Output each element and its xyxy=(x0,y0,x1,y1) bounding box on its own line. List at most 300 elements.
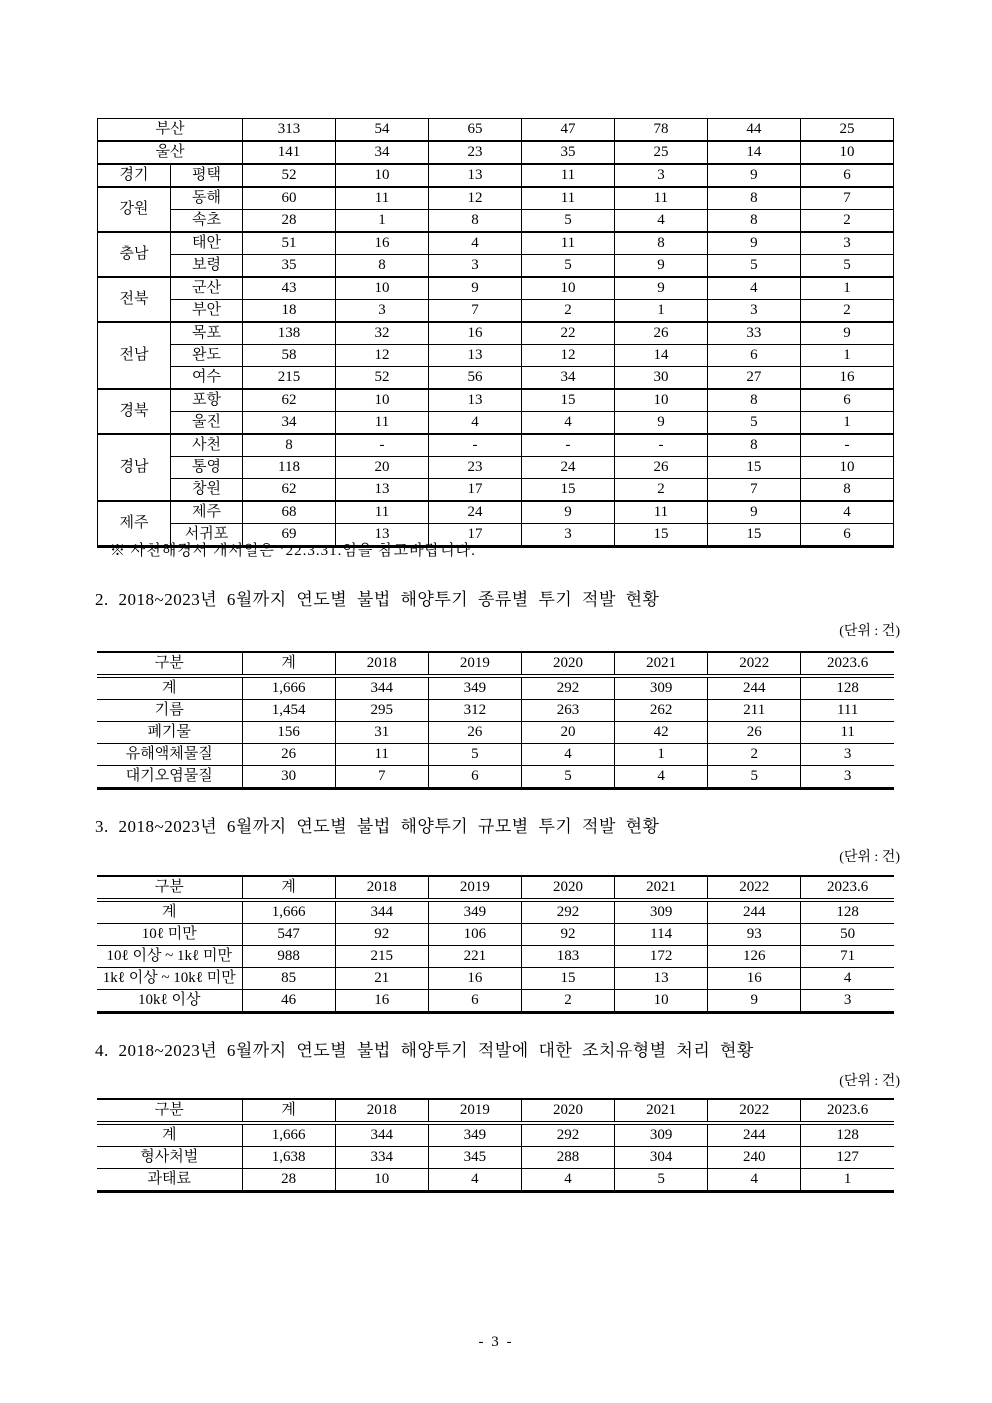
province-label: 전남 xyxy=(98,322,171,389)
value-cell: 15 xyxy=(707,524,800,547)
table-row xyxy=(98,277,894,300)
value-cell: 5 xyxy=(707,412,800,435)
value-cell: 14 xyxy=(614,345,707,367)
row-label: 폐기물 xyxy=(97,722,242,744)
value-cell: 312 xyxy=(428,700,521,722)
column-header: 구분 xyxy=(97,876,242,900)
value-cell: 6 xyxy=(428,766,521,789)
value-cell: 9 xyxy=(428,277,521,300)
value-cell: 4 xyxy=(615,766,708,789)
value-cell: 10 xyxy=(336,164,429,187)
value-cell: 47 xyxy=(521,119,614,142)
value-cell: 16 xyxy=(336,232,429,255)
value-cell: 7 xyxy=(707,479,800,502)
value-cell: 13 xyxy=(428,345,521,367)
value-cell: 221 xyxy=(428,946,521,968)
table-row xyxy=(98,300,894,323)
value-cell: 8 xyxy=(800,479,893,502)
city-label: 태안 xyxy=(171,232,243,255)
province-label: 충남 xyxy=(98,232,171,277)
value-cell: 16 xyxy=(428,322,521,345)
value-cell: 10 xyxy=(521,277,614,300)
section-4-unit-label: (단위 : 건) xyxy=(839,1074,900,1089)
value-cell: 11 xyxy=(521,187,614,210)
value-cell: 4 xyxy=(708,1169,801,1192)
value-cell: 17 xyxy=(428,524,521,547)
value-cell: 263 xyxy=(521,700,614,722)
table-row xyxy=(98,501,894,524)
value-cell: 27 xyxy=(707,367,800,390)
value-cell: 62 xyxy=(243,389,336,412)
value-cell: 313 xyxy=(243,119,336,142)
column-header: 계 xyxy=(242,652,335,676)
value-cell: 34 xyxy=(521,367,614,390)
value-cell: 3 xyxy=(801,766,894,789)
value-cell: 1 xyxy=(800,345,893,367)
value-cell: 6 xyxy=(800,389,893,412)
value-cell: 34 xyxy=(336,141,429,164)
value-cell: 35 xyxy=(521,141,614,164)
section-3-heading: 3. 2018~2023년 6월까지 연도별 불법 해양투기 규모별 투기 적발 현황 xyxy=(95,817,660,836)
value-cell: 349 xyxy=(428,1123,521,1147)
value-cell: 26 xyxy=(428,722,521,744)
value-cell: 7 xyxy=(428,300,521,323)
column-header: 2019 xyxy=(428,652,521,676)
value-cell: 24 xyxy=(521,457,614,479)
value-cell: 128 xyxy=(801,1123,894,1147)
page-number: - 3 - xyxy=(478,1334,514,1350)
value-cell: 30 xyxy=(242,766,335,789)
value-cell: 11 xyxy=(614,501,707,524)
value-cell: 126 xyxy=(708,946,801,968)
value-cell: 54 xyxy=(336,119,429,142)
value-cell: 3 xyxy=(801,744,894,766)
value-cell: 35 xyxy=(243,255,336,278)
city-label: 속초 xyxy=(171,210,243,233)
row-label: 형사처벌 xyxy=(97,1147,242,1169)
value-cell: 71 xyxy=(801,946,894,968)
value-cell: 156 xyxy=(242,722,335,744)
value-cell: 15 xyxy=(521,968,614,990)
value-cell: 9 xyxy=(707,501,800,524)
value-cell: 24 xyxy=(428,501,521,524)
table-row xyxy=(98,434,894,457)
row-label: 계 xyxy=(97,900,242,924)
value-cell: 244 xyxy=(708,676,801,700)
province-label: 강원 xyxy=(98,187,171,232)
province-label: 전북 xyxy=(98,277,171,322)
table-row xyxy=(98,232,894,255)
value-cell: 111 xyxy=(801,700,894,722)
column-header: 2019 xyxy=(428,876,521,900)
section-3-unit-label: (단위 : 건) xyxy=(839,850,900,865)
value-cell: 15 xyxy=(521,479,614,502)
value-cell: 183 xyxy=(521,946,614,968)
value-cell: 16 xyxy=(800,367,893,390)
value-cell: 8 xyxy=(707,210,800,233)
column-header: 2018 xyxy=(335,1099,428,1123)
value-cell: 26 xyxy=(242,744,335,766)
value-cell: 334 xyxy=(335,1147,428,1169)
value-cell: 1 xyxy=(800,277,893,300)
value-cell: 3 xyxy=(336,300,429,323)
value-cell: 7 xyxy=(335,766,428,789)
value-cell: 62 xyxy=(243,479,336,502)
table-row xyxy=(98,255,894,278)
value-cell: 68 xyxy=(243,501,336,524)
city-label: 포항 xyxy=(171,389,243,412)
value-cell: 56 xyxy=(428,367,521,390)
value-cell: 4 xyxy=(428,412,521,435)
value-cell: 85 xyxy=(242,968,335,990)
value-cell: 11 xyxy=(336,501,429,524)
value-cell: 5 xyxy=(615,1169,708,1192)
table-row xyxy=(97,924,894,946)
value-cell: 8 xyxy=(243,434,336,457)
table-row xyxy=(98,187,894,210)
value-cell: 3 xyxy=(614,164,707,187)
value-cell: - xyxy=(800,434,893,457)
column-header: 2020 xyxy=(521,876,614,900)
value-cell: 1,666 xyxy=(242,900,335,924)
value-cell: 4 xyxy=(428,232,521,255)
value-cell: 292 xyxy=(521,676,614,700)
value-cell: 988 xyxy=(242,946,335,968)
value-cell: 309 xyxy=(615,1123,708,1147)
city-label: 서귀포 xyxy=(171,524,243,547)
column-header: 2019 xyxy=(428,1099,521,1123)
value-cell: 78 xyxy=(614,119,707,142)
value-cell: 17 xyxy=(428,479,521,502)
value-cell: 11 xyxy=(614,187,707,210)
value-cell: 52 xyxy=(336,367,429,390)
column-header: 2021 xyxy=(615,1099,708,1123)
value-cell: 10 xyxy=(335,1169,428,1192)
city-label: 제주 xyxy=(171,501,243,524)
city-label: 여수 xyxy=(171,367,243,390)
header-row xyxy=(97,1099,894,1123)
value-cell: 6 xyxy=(428,990,521,1013)
value-cell: 211 xyxy=(708,700,801,722)
value-cell: 10 xyxy=(336,277,429,300)
value-cell: 28 xyxy=(243,210,336,233)
value-cell: 26 xyxy=(614,457,707,479)
value-cell: 114 xyxy=(615,924,708,946)
value-cell: 92 xyxy=(335,924,428,946)
value-cell: - xyxy=(614,434,707,457)
column-header: 2020 xyxy=(521,1099,614,1123)
value-cell: 3 xyxy=(801,990,894,1013)
value-cell: 106 xyxy=(428,924,521,946)
province-label: 제주 xyxy=(98,501,171,547)
table-row xyxy=(98,322,894,345)
value-cell: 11 xyxy=(336,187,429,210)
value-cell: 13 xyxy=(428,389,521,412)
value-cell: 1 xyxy=(614,300,707,323)
value-cell: 15 xyxy=(707,457,800,479)
value-cell: 547 xyxy=(242,924,335,946)
value-cell: 5 xyxy=(707,255,800,278)
value-cell: 13 xyxy=(336,479,429,502)
value-cell: 172 xyxy=(615,946,708,968)
value-cell: 3 xyxy=(428,255,521,278)
column-header: 2022 xyxy=(708,652,801,676)
value-cell: 141 xyxy=(243,141,336,164)
table-row xyxy=(97,1147,894,1169)
value-cell: 14 xyxy=(707,141,800,164)
value-cell: 8 xyxy=(707,187,800,210)
value-cell: 292 xyxy=(521,900,614,924)
value-cell: 304 xyxy=(615,1147,708,1169)
value-cell: - xyxy=(336,434,429,457)
value-cell: 42 xyxy=(615,722,708,744)
value-cell: 5 xyxy=(521,210,614,233)
value-cell: 34 xyxy=(243,412,336,435)
row-label: 과태료 xyxy=(97,1169,242,1192)
value-cell: 240 xyxy=(708,1147,801,1169)
value-cell: 8 xyxy=(336,255,429,278)
value-cell: 288 xyxy=(521,1147,614,1169)
value-cell: 58 xyxy=(243,345,336,367)
value-cell: 25 xyxy=(800,119,893,142)
column-header: 2018 xyxy=(335,652,428,676)
column-header: 2022 xyxy=(708,876,801,900)
value-cell: 93 xyxy=(708,924,801,946)
value-cell: 244 xyxy=(708,1123,801,1147)
table-row xyxy=(97,766,894,789)
row-label: 10ℓ 이상 ~ 1kℓ 미만 xyxy=(97,946,242,968)
value-cell: 4 xyxy=(801,968,894,990)
region-label: 부산 xyxy=(98,119,243,142)
row-label: 대기오염물질 xyxy=(97,766,242,789)
city-label: 창원 xyxy=(171,479,243,502)
row-label: 10kℓ 이상 xyxy=(97,990,242,1013)
value-cell: 1,666 xyxy=(242,1123,335,1147)
value-cell: 1 xyxy=(801,1169,894,1192)
value-cell: 128 xyxy=(801,900,894,924)
value-cell: 118 xyxy=(243,457,336,479)
column-header: 구분 xyxy=(97,1099,242,1123)
value-cell: - xyxy=(521,434,614,457)
column-header: 2021 xyxy=(615,876,708,900)
value-cell: 51 xyxy=(243,232,336,255)
value-cell: 26 xyxy=(614,322,707,345)
value-cell: 30 xyxy=(614,367,707,390)
value-cell: 50 xyxy=(801,924,894,946)
value-cell: 9 xyxy=(708,990,801,1013)
header-row xyxy=(97,876,894,900)
value-cell: 6 xyxy=(800,164,893,187)
row-label: 1kℓ 이상 ~ 10kℓ 미만 xyxy=(97,968,242,990)
value-cell: 4 xyxy=(800,501,893,524)
table-row xyxy=(98,345,894,367)
table-row xyxy=(97,1169,894,1192)
value-cell: 2 xyxy=(521,300,614,323)
value-cell: 10 xyxy=(615,990,708,1013)
column-header: 2023.6 xyxy=(801,652,894,676)
value-cell: 12 xyxy=(336,345,429,367)
value-cell: 65 xyxy=(428,119,521,142)
value-cell: 20 xyxy=(521,722,614,744)
value-cell: 244 xyxy=(708,900,801,924)
table-row xyxy=(98,141,894,164)
column-header: 계 xyxy=(242,1099,335,1123)
value-cell: 11 xyxy=(801,722,894,744)
table-row xyxy=(98,210,894,233)
value-cell: 25 xyxy=(614,141,707,164)
table-row xyxy=(98,412,894,435)
city-label: 보령 xyxy=(171,255,243,278)
value-cell: 15 xyxy=(614,524,707,547)
table-row xyxy=(98,457,894,479)
value-cell: 262 xyxy=(615,700,708,722)
value-cell: 21 xyxy=(335,968,428,990)
table-row xyxy=(97,744,894,766)
value-cell: 13 xyxy=(428,164,521,187)
offense-by-region-table xyxy=(97,118,894,548)
city-label: 부안 xyxy=(171,300,243,323)
value-cell: 60 xyxy=(243,187,336,210)
value-cell: 2 xyxy=(800,210,893,233)
value-cell: 344 xyxy=(335,900,428,924)
value-cell: 344 xyxy=(335,1123,428,1147)
table-row xyxy=(97,700,894,722)
value-cell: 3 xyxy=(800,232,893,255)
value-cell: 69 xyxy=(243,524,336,547)
value-cell: 8 xyxy=(707,389,800,412)
value-cell: 52 xyxy=(243,164,336,187)
value-cell: 12 xyxy=(428,187,521,210)
value-cell: 23 xyxy=(428,457,521,479)
offense-by-scale-table xyxy=(97,875,894,1014)
value-cell: 92 xyxy=(521,924,614,946)
city-label: 목포 xyxy=(171,322,243,345)
value-cell: 11 xyxy=(521,232,614,255)
value-cell: 8 xyxy=(707,434,800,457)
city-label: 울진 xyxy=(171,412,243,435)
table-row xyxy=(98,164,894,187)
value-cell: 9 xyxy=(614,255,707,278)
value-cell: 4 xyxy=(428,1169,521,1192)
value-cell: 345 xyxy=(428,1147,521,1169)
value-cell: - xyxy=(428,434,521,457)
value-cell: 9 xyxy=(614,412,707,435)
city-label: 군산 xyxy=(171,277,243,300)
value-cell: 309 xyxy=(615,900,708,924)
province-label: 경북 xyxy=(98,389,171,434)
value-cell: 16 xyxy=(708,968,801,990)
value-cell: 9 xyxy=(521,501,614,524)
value-cell: 9 xyxy=(800,322,893,345)
value-cell: 18 xyxy=(243,300,336,323)
value-cell: 13 xyxy=(336,524,429,547)
value-cell: 7 xyxy=(800,187,893,210)
value-cell: 4 xyxy=(707,277,800,300)
value-cell: 44 xyxy=(707,119,800,142)
table-row xyxy=(97,946,894,968)
value-cell: 5 xyxy=(800,255,893,278)
row-label: 계 xyxy=(97,1123,242,1147)
value-cell: 12 xyxy=(521,345,614,367)
value-cell: 22 xyxy=(521,322,614,345)
value-cell: 344 xyxy=(335,676,428,700)
table-row xyxy=(97,1123,894,1147)
value-cell: 4 xyxy=(614,210,707,233)
value-cell: 4 xyxy=(521,412,614,435)
value-cell: 1,666 xyxy=(242,676,335,700)
column-header: 구분 xyxy=(97,652,242,676)
province-label: 경기 xyxy=(98,164,171,187)
table-row xyxy=(98,479,894,502)
column-header: 2023.6 xyxy=(801,1099,894,1123)
value-cell: 9 xyxy=(614,277,707,300)
value-cell: 3 xyxy=(707,300,800,323)
table-row xyxy=(97,722,894,744)
value-cell: 23 xyxy=(428,141,521,164)
city-label: 완도 xyxy=(171,345,243,367)
value-cell: 349 xyxy=(428,900,521,924)
city-label: 사천 xyxy=(171,434,243,457)
value-cell: 8 xyxy=(428,210,521,233)
value-cell: 9 xyxy=(707,164,800,187)
value-cell: 1 xyxy=(800,412,893,435)
value-cell: 26 xyxy=(708,722,801,744)
value-cell: 5 xyxy=(521,766,614,789)
value-cell: 295 xyxy=(335,700,428,722)
value-cell: 215 xyxy=(243,367,336,390)
value-cell: 127 xyxy=(801,1147,894,1169)
value-cell: 13 xyxy=(615,968,708,990)
column-header: 2022 xyxy=(708,1099,801,1123)
city-label: 통영 xyxy=(171,457,243,479)
region-label: 울산 xyxy=(98,141,243,164)
column-header: 2021 xyxy=(615,652,708,676)
value-cell: 349 xyxy=(428,676,521,700)
section-2-unit-label: (단위 : 건) xyxy=(839,624,900,639)
value-cell: 16 xyxy=(335,990,428,1013)
value-cell: 46 xyxy=(242,990,335,1013)
value-cell: 292 xyxy=(521,1123,614,1147)
value-cell: 1,638 xyxy=(242,1147,335,1169)
value-cell: 2 xyxy=(614,479,707,502)
value-cell: 31 xyxy=(335,722,428,744)
table-row xyxy=(97,900,894,924)
value-cell: 20 xyxy=(336,457,429,479)
value-cell: 11 xyxy=(336,412,429,435)
row-label: 기름 xyxy=(97,700,242,722)
value-cell: 2 xyxy=(521,990,614,1013)
value-cell: 10 xyxy=(336,389,429,412)
value-cell: 10 xyxy=(614,389,707,412)
value-cell: 10 xyxy=(800,141,893,164)
section-4-heading: 4. 2018~2023년 6월까지 연도별 불법 해양투기 적발에 대한 조치유형별 처리 현황 xyxy=(95,1041,754,1060)
value-cell: 16 xyxy=(428,968,521,990)
value-cell: 9 xyxy=(707,232,800,255)
value-cell: 5 xyxy=(708,766,801,789)
value-cell: 10 xyxy=(800,457,893,479)
city-label: 평택 xyxy=(171,164,243,187)
value-cell: 5 xyxy=(428,744,521,766)
value-cell: 15 xyxy=(521,389,614,412)
value-cell: 1 xyxy=(336,210,429,233)
value-cell: 3 xyxy=(521,524,614,547)
value-cell: 5 xyxy=(521,255,614,278)
table-row xyxy=(97,676,894,700)
value-cell: 128 xyxy=(801,676,894,700)
value-cell: 11 xyxy=(335,744,428,766)
value-cell: 309 xyxy=(615,676,708,700)
value-cell: 8 xyxy=(614,232,707,255)
